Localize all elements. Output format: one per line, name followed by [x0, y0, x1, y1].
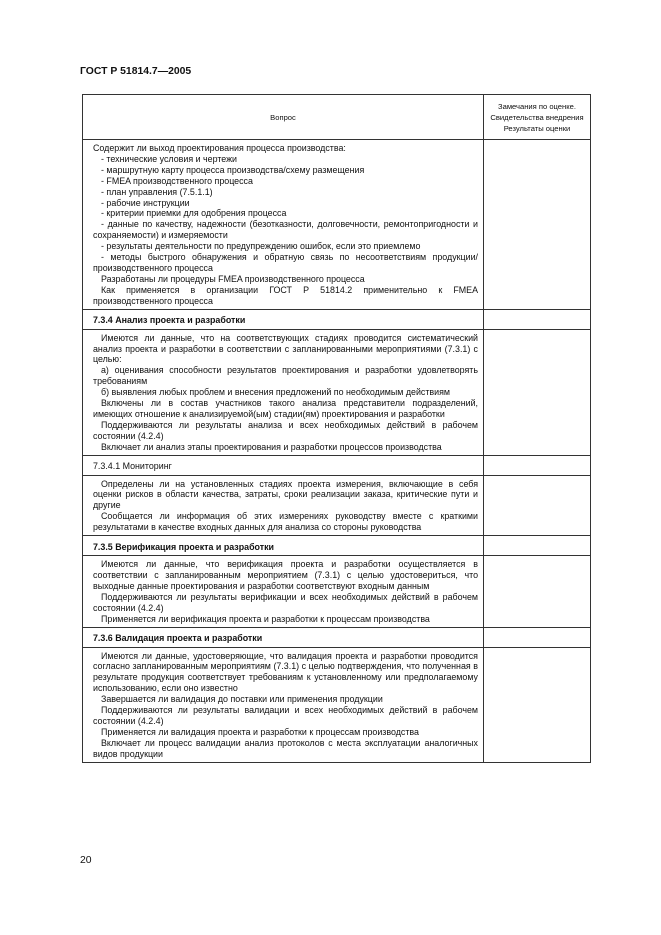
question-line: Поддерживаются ли результаты анализа и всех необходимых действий в рабочем состоянии (4.2.4) [93, 419, 478, 441]
remarks-header-line: Замечания по оценке. [498, 102, 576, 111]
remarks-cell [484, 140, 591, 310]
section-row [83, 536, 591, 556]
remarks-header-line: Свидетельства внедрения [490, 113, 584, 122]
question-cell [83, 329, 484, 455]
remarks-cell [484, 309, 591, 329]
question-line: - данные по качеству, надежности (безотказности, долговечности, ремонтопригодности и сохраняемости) и измеряемости [93, 219, 478, 241]
question-line: Применяется ли верификация проекта и разработки к процессам производства [101, 613, 430, 624]
remarks-cell [484, 329, 591, 455]
question-line: Включает ли анализ этапы проектирования и разработки процессов производства [101, 441, 442, 452]
remarks-cell [484, 536, 591, 556]
table-row [83, 329, 591, 455]
remarks-column-header [484, 95, 591, 140]
page-number: 20 [80, 855, 92, 866]
question-line: Как применяется в организации ГОСТ Р 51814.2 применительно к FMEA производственного процесса [93, 284, 478, 306]
question-line: а) оценивания способности результатов проектирования и разработки удовлетворять требованиям [93, 365, 478, 387]
remarks-cell [484, 627, 591, 647]
table-row [83, 475, 591, 536]
remarks-cell [484, 647, 591, 762]
section-row [83, 455, 591, 475]
table-row [83, 647, 591, 762]
question-line: Применяется ли валидация проекта и разработки к процессам производства [101, 726, 419, 737]
question-line: Включены ли в состав участников такого анализа представители подразделений, имеющих отношение к анализируемой(ым) стадии(ям) проектирования и разработки [93, 398, 478, 419]
section-title-7-3-4-1: 7.3.4.1 Мониторинг [83, 455, 484, 475]
question-cell [83, 647, 484, 762]
section-title-7-3-5: 7.3.5 Верификация проекта и разработки [83, 536, 484, 556]
question-line: Содержит ли выход проектирования процесса производства: [93, 143, 346, 153]
question-line: Завершается ли валидация до поставки или применения продукции [101, 694, 383, 705]
question-line: - технические условия и чертежи [101, 153, 238, 164]
question-line: Поддерживаются ли результаты верификации и всех необходимых действий в рабочем состоянии (4.2.4) [93, 591, 478, 613]
question-cell [83, 556, 484, 627]
section-row [83, 309, 591, 329]
section-row [83, 627, 591, 647]
question-line: - план управления (7.5.1.1) [101, 186, 213, 197]
question-line: Включает ли процесс валидации анализ протоколов с места эксплуатации аналогичных видов продукции [93, 737, 478, 759]
section-title-7-3-6: 7.3.6 Валидация проекта и разработки [83, 627, 484, 647]
question-line: Имеются ли данные, что верификация проекта и разработки осуществляется в соответствии с запланированным мероприятием (7.3.1) с целью удостовериться, что выходные данные проектирования и разработки соответствуют входным данным [93, 559, 478, 591]
question-line: Имеются ли данные, удостоверяющие, что валидация проекта и разработки проводится согласно запланированным мероприятиям (7.3.1) с целью подтверждения, что полученная в результате продукция соответствует требованиям к установленному или предполагаемому использованию, если оно известно [93, 650, 478, 694]
assessment-table [82, 94, 591, 763]
question-line: - рабочие инструкции [101, 197, 190, 208]
question-cell [83, 475, 484, 536]
question-line: Имеются ли данные, что на соответствующих стадиях проводится систематический анализ проекта и разработки в соответствии с запланированными мероприятиями (7.3.1) с целью: [93, 332, 478, 365]
question-line: - критерии приемки для одобрения процесса [101, 208, 287, 219]
table-header-row [83, 95, 591, 140]
question-line: - FMEA производственного процесса [101, 175, 253, 186]
question-line: - маршрутную карту процесса производства/схему размещения [101, 164, 365, 175]
remarks-cell [484, 455, 591, 475]
remarks-header-line: Результаты оценки [503, 124, 571, 133]
question-line: Разработаны ли процедуры FMEA производственного процесса [101, 273, 365, 284]
question-cell [83, 140, 484, 310]
remarks-cell [484, 556, 591, 627]
question-line: Сообщается ли информация об этих измерениях руководству вместе с краткими результатами в качестве входных данных для анализа со стороны руководства [93, 511, 478, 533]
question-line: - методы быстрого обнаружения и обратную связь по несоответствиям продукции/производственного процесса [93, 252, 478, 273]
question-line: б) выявления любых проблем и внесения предложений по необходимым действиям [101, 387, 450, 398]
document-header: ГОСТ Р 51814.7—2005 [80, 66, 192, 77]
question-column-header: Вопрос [83, 95, 484, 140]
question-line: Поддерживаются ли результаты валидации и всех необходимых действий в рабочем состоянии (4.2.4) [93, 705, 478, 726]
table-row [83, 556, 591, 627]
remarks-cell [484, 475, 591, 536]
question-line: - результаты деятельности по предупреждению ошибок, если это приемлемо [101, 241, 421, 252]
table-row [83, 140, 591, 310]
section-title-7-3-4: 7.3.4 Анализ проекта и разработки [83, 309, 484, 329]
question-line: Определены ли на установленных стадиях проекта измерения, включающие в себя оценки рисков в области качества, затраты, сроки реализации заказа, критические пути и другие [93, 478, 478, 511]
